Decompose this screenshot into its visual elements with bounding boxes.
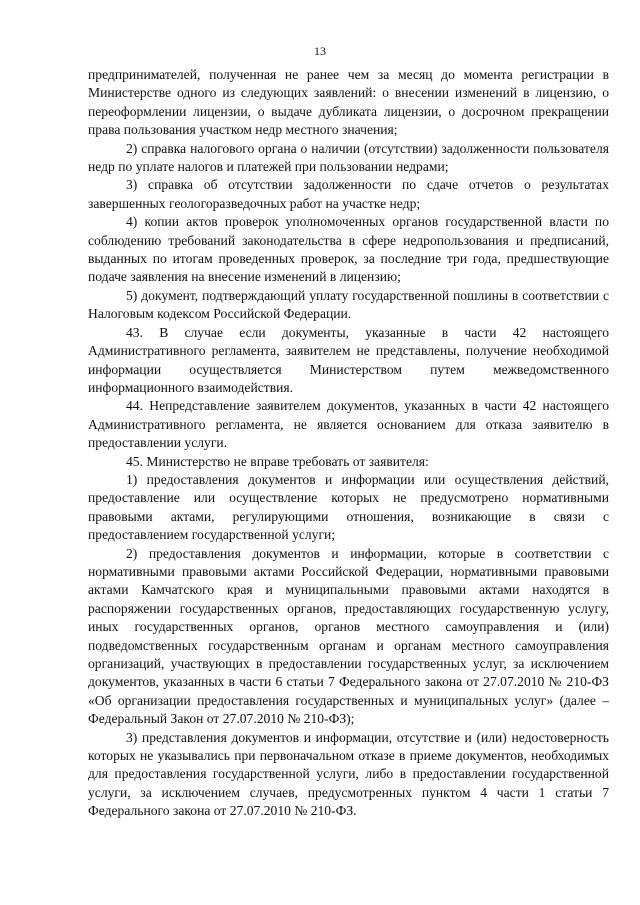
paragraph-item-4: 4) копии актов проверок уполномоченных органов государственной власти по соблюдению требований законодательства в сфере недропользования и предписаний, выданных по итогам проведенных проверок, за последние три года, предшествующие подаче заявления на внесение изменений в лицензию;: [88, 214, 609, 285]
paragraph-45-item-3: 3) представления документов и информации, отсутствие и (или) недостоверность которых не указывались при первоначальном отказе в приеме документов, необходимых для предоставления государственной услуги, либо в предоставлении государственной услуги, за исключением случаев, предусмотренных пунктом 4 части 1 статьи 7 Федерального закона от 27.07.2010 № 210-ФЗ.: [88, 729, 609, 819]
page-number: 13: [314, 44, 326, 58]
paragraph-item-2: 2) справка налогового органа о наличии (отсутствии) задолженности пользователя недр по уплате налогов и платежей при пользовании недрами;: [88, 140, 609, 175]
paragraph-45-item-1: 1) предоставления документов и информации или осуществления действий, предоставление или осуществление которых не предусмотрено нормативными правовыми актами, регулирующими отношения, возникающие в связи с предоставлением государственной услуги;: [88, 471, 609, 543]
document-body: [88, 66, 609, 821]
paragraph-44: 44. Непредставление заявителем документов, указанных в части 42 настоящего Административного регламента, не является основанием для отказа заявителю в предоставлении услуги.: [88, 398, 609, 451]
paragraph-43: 43. В случае если документы, указанные в части 42 настоящего Административного регламента, заявителем не представлены, получение необходимой информации осуществляется Министерством путем межведомственного информационного взаимодействия.: [88, 324, 609, 395]
paragraph-continuation: предпринимателей, полученная не ранее чем за месяц до момента регистрации в Министерстве одного из следующих заявлений: о внесении изменений в лицензию, о переоформлении лицензии, о выдаче дубликата лицензии, о досрочном прекращении права пользования участком недр местного значения;: [88, 67, 609, 138]
paragraph-item-5: 5) документ, подтверждающий уплату государственной пошлины в соответствии с Налоговым кодексом Российской Федерации.: [88, 287, 609, 322]
paragraph-45: 45. Министерство не вправе требовать от заявителя:: [126, 453, 429, 469]
paragraph-45-item-2: 2) предоставления документов и информации, которые в соответствии с нормативными правовыми актами Российской Федерации, нормативными правовыми актами Камчатского края и муниципальными правовыми актами находятся в распоряжении государственных органов, предоставляющих государственную услугу, иных государственных органов, органов местного самоуправления и (или) подведомственных государственным органам и органам местного самоуправления организаций, участвующих в предоставлении государственных услуг, за исключением документов, указанных в части 6 статьи 7 Федерального закона от 27.07.2010 № 210-ФЗ «Об организации предоставления государственных и муниципальных услуг» (далее – Федеральный Закон от 27.07.2010 № 210-ФЗ);: [88, 545, 609, 727]
paragraph-item-3: 3) справка об отсутствии задолженности по сдаче отчетов о результатах завершенных геологоразведочных работ на участке недр;: [88, 177, 609, 211]
